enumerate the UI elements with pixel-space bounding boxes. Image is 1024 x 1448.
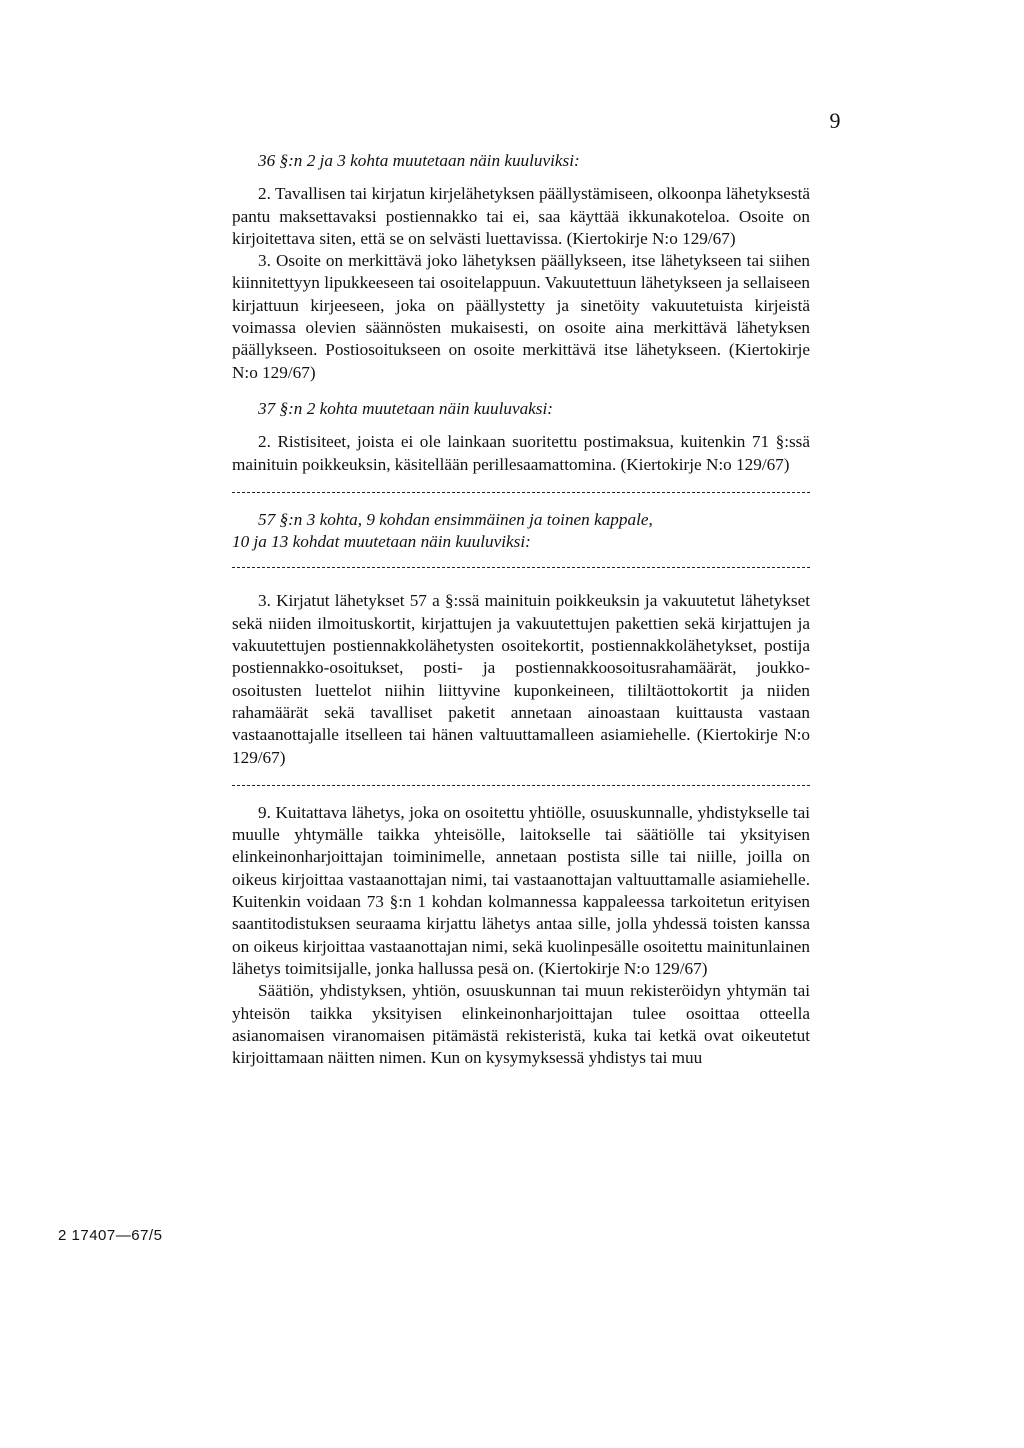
text-column [232,150,810,1069]
section-36-item-3: 3. Osoite on merkittävä joko lähetyksen päällykseen, itse lähetykseen tai siihen kiinnitettyyn lipukkeeseen tai osoitelappuun. Vakuutettuun lähetykseen ja sellaiseen kirjattuun kirjeeseen, joka on päällystetty ja sinetöity vakuutetuista kirjeistä voimassa olevien säännösten mukaisesti, on osoite aina merkittävä lähetyksen päällykseen. Postiosoitukseen on osoite merkittävä itse lähetykseen. (Kiertokirje N:o 129/67) [232,251,810,382]
section-37-heading: 37 §:n 2 kohta muutetaan näin kuuluvaksi: [258,398,553,418]
section-57-item-9: 9. Kuitattava lähetys, joka on osoitettu yhtiölle, osuuskunnalle, yhdistykselle tai muulle yhtymälle taikka yhteisölle, laitokselle tai säätiölle tai yksityisen elinkeinonharjoittajan toiminimelle, annetaan postista sille tai niille, joilla on oikeus kirjoittaa vastaanottajan nimi, tai vastaanottajan valtuuttamalle asiamiehelle. Kuitenkin voidaan 73 §:n 1 kohdan kolmannessa kappaleessa tarkoitetun erityisen saantitodistuksen seuraama kirjattu lähetys antaa sille, jolla yhdessä toisten kanssa on oikeus kirjoittaa vastaanottajan nimi, sekä kuolinpesälle osoitettu mainitunlainen lähetys toimitsijalle, jonka hallussa pesä on. (Kiertokirje N:o 129/67) [232,802,810,978]
page-number: 9 [829,108,841,133]
section-36-heading: 36 §:n 2 ja 3 kohta muutetaan näin kuuluviksi: [258,151,580,170]
section-57-item-9-paragraph-2: Säätiön, yhdistyksen, yhtiön, osuuskunnan tai muun rekisteröidyn yhtymän tai yhteisön taikka yksityisen elinkeinonharjoittajan tulee osoittaa otteella asianomaisen viranomaisen pitämästä rekisteristä, kuka tai ketkä ovat oikeutetut kirjoittamaan näitten nimen. Kun on kysymyksessä yhdistys tai muu [232,981,810,1068]
section-57-heading-line2: 10 ja 13 kohdat muutetaan näin kuuluviksi: [232,532,531,552]
section-57-heading-line1: 57 §:n 3 kohta, 9 kohdan ensimmäinen ja toinen kappale, [258,509,653,529]
omission-rule [232,492,810,493]
section-37-item-2: 2. Ristisiteet, joista ei ole lainkaan suoritettu postimaksua, kuitenkin 71 §:ssä mainituin poikkeuksin, käsitellään perillesaamattomina. (Kiertokirje N:o 129/67) [232,432,810,474]
section-36-item-2: 2. Tavallisen tai kirjatun kirjelähetyksen päällystämiseen, olkoonpa lähetyksestä pantu maksettavaksi postiennakko tai ei, saa käyttää ikkunakoteloa. Osoite on kirjoitettava siten, että se on selvästi luettavissa. (Kiertokirje N:o 129/67) [232,184,810,248]
section-57-item-3: 3. Kirjatut lähetykset 57 a §:ssä mainituin poikkeuksin ja vakuutetut lähetykset sekä niiden ilmoituskortit, kirjattujen ja vakuutettujen pakettien sekä kirjattujen ja vakuutettujen postiennakkolähetysten osoitekortit, postiennakkolähetykset, postija postiennakko-osoitukset, posti- ja postiennakkoosoitusrahamäärät, joukko-osoitusten luettelot niihin liittyvine kuponkeineen, tililtäottokortit ja niiden rahamäärät sekä tavalliset paketit annetaan ainoastaan kuittausta vastaan vastaanottajalle itselleen tai hänen valtuuttamalleen asiamiehelle. (Kiertokirje N:o 129/67) [232,591,810,767]
omission-rule [232,785,810,786]
omission-rule [232,567,810,568]
print-code: 2 17407—67/5 [58,1227,163,1244]
